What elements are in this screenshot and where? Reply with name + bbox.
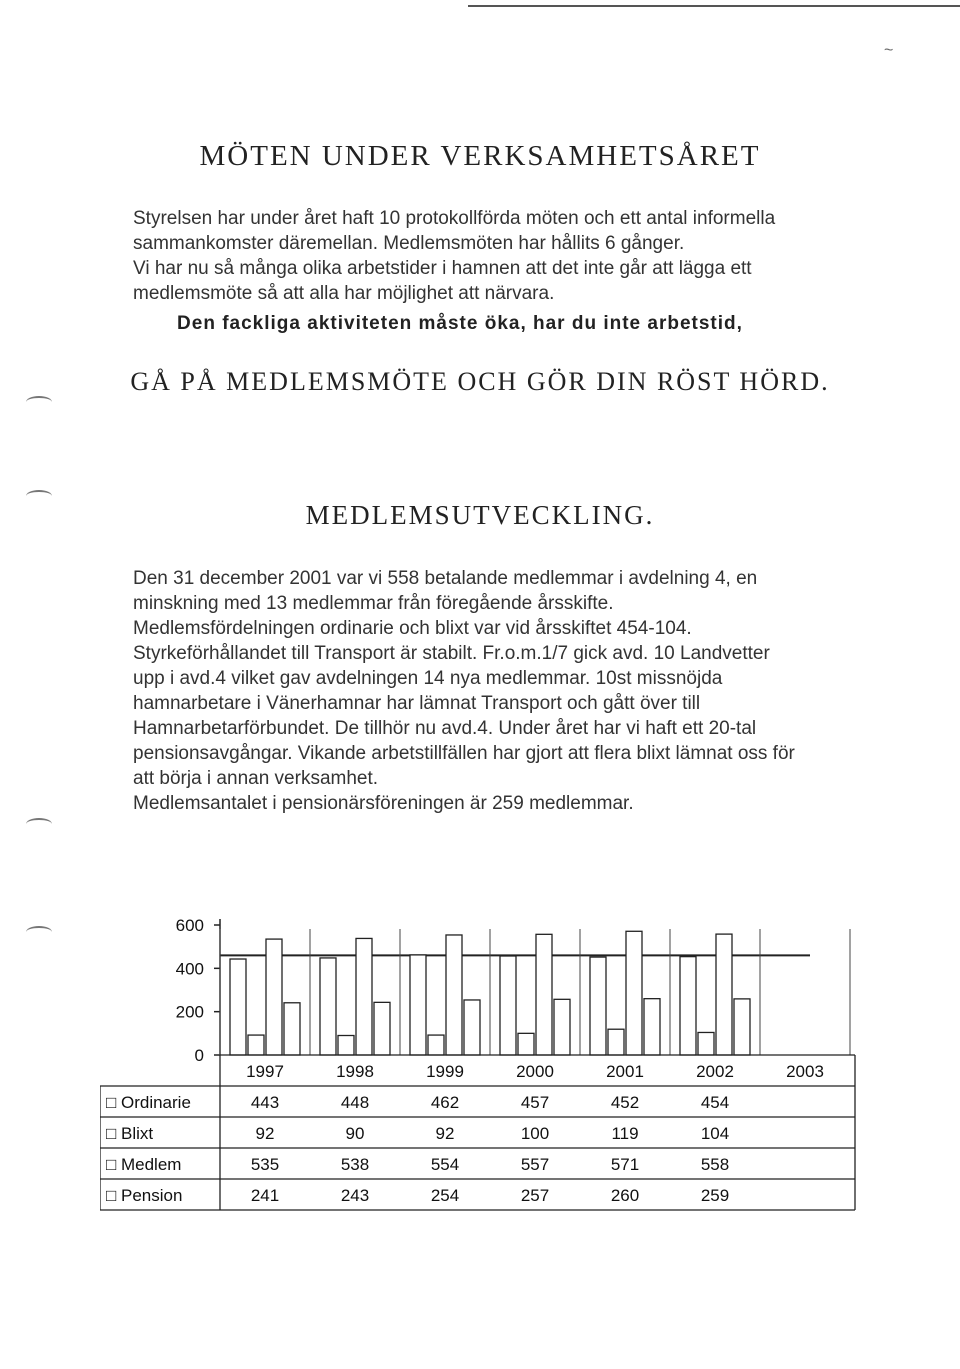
data-label: 104 [700, 1124, 730, 1143]
bar-medlem [446, 935, 462, 1055]
data-label: 448 [340, 1093, 370, 1112]
membership-paragraph [133, 566, 893, 816]
text-line: Hamnarbetarförbundet. De tillhör nu avd.4. Under året har vi haft ett 20-tal [133, 718, 757, 739]
bar-medlem [356, 938, 372, 1055]
data-label: 558 [700, 1155, 730, 1174]
corner-mark: ~ [884, 42, 894, 59]
membership-chart-svg [100, 905, 860, 1225]
data-label: 538 [340, 1155, 370, 1174]
text-line: Styrelsen har under året haft 10 protokollförda möten och ett antal informella [133, 208, 776, 229]
text-line: pensionsavgångar. Vikande arbetstillfällen har gjort att flera blixt lämnat oss för [133, 743, 795, 764]
data-label: 571 [610, 1155, 640, 1174]
section-heading-meetings: MÖTEN UNDER VERKSAMHETSÅRET [199, 140, 761, 172]
x-category-label: 2002 [696, 1062, 734, 1081]
bar-ordinarie [500, 956, 516, 1055]
text-line: hamnarbetare i Vänerhamnar har lämnat Transport och gått över till [133, 693, 701, 714]
data-label: 257 [520, 1186, 550, 1205]
legend-blixt: □ Blixt [106, 1124, 154, 1143]
bar-medlem [716, 934, 732, 1055]
text-line: minskning med 13 medlemmar från föregående årsskifte. [133, 593, 614, 614]
bar-ordinarie [320, 958, 336, 1055]
legend-pension: □ Pension [106, 1186, 183, 1205]
data-label: 92 [255, 1124, 275, 1143]
x-category-label: 1997 [246, 1062, 284, 1081]
bar-ordinarie [680, 957, 696, 1055]
text-line: Medlemsantalet i pensionärsföreningen är 259 medlemmar. [133, 793, 634, 814]
bar-pension [554, 999, 570, 1055]
text-line: Den 31 december 2001 var vi 558 betalande medlemmar i avdelning 4, en [133, 568, 758, 589]
text-line: Vi har nu så många olika arbetstider i hamnen att det inte går att lägga ett [133, 258, 752, 279]
slogan: GÅ PÅ MEDLEMSMÖTE OCH GÖR DIN RÖST HÖRD. [130, 367, 830, 396]
text-line: upp i avd.4 vilket gav avdelningen 14 nya medlemmar. 10st missnöjda [133, 668, 723, 689]
data-label: 554 [430, 1155, 460, 1174]
data-label: 452 [610, 1093, 640, 1112]
x-category-label: 2000 [516, 1062, 554, 1081]
text-line: Medlemsfördelningen ordinarie och blixt var vid årsskiftet 454-104. [133, 618, 692, 639]
bar-blixt [338, 1036, 354, 1056]
data-label: 254 [430, 1186, 460, 1205]
data-label: 454 [700, 1093, 730, 1112]
membership-chart [100, 905, 860, 1225]
bar-medlem [266, 939, 282, 1055]
bar-medlem [626, 931, 642, 1055]
data-label: 457 [520, 1093, 550, 1112]
bar-ordinarie [590, 957, 606, 1055]
bar-blixt [518, 1033, 534, 1055]
top-rule [468, 5, 960, 7]
section-heading-membership: MEDLEMSUTVECKLING. [305, 500, 655, 530]
data-label: 100 [520, 1124, 550, 1143]
meetings-paragraph [133, 206, 893, 306]
bar-blixt [608, 1029, 624, 1055]
bar-pension [464, 1000, 480, 1055]
data-label: 119 [611, 1124, 639, 1143]
bar-blixt [428, 1035, 444, 1055]
bar-blixt [248, 1035, 264, 1055]
x-category-label: 1998 [336, 1062, 374, 1081]
bar-pension [644, 999, 660, 1055]
data-label: 90 [345, 1124, 365, 1143]
bar-ordinarie [410, 955, 426, 1055]
legend-ordinarie: □ Ordinarie [106, 1093, 191, 1112]
bar-blixt [698, 1032, 714, 1055]
text-line: sammankomster däremellan. Medlemsmöten har hållits 6 gånger. [133, 233, 685, 254]
bar-pension [374, 1002, 390, 1055]
emphasis-line: Den fackliga aktiviteten måste öka, har du inte arbetstid, [177, 313, 743, 334]
text-line: medlemsmöte så att alla har möjlighet att närvara. [133, 283, 555, 304]
y-tick-label: 0 [194, 1046, 204, 1065]
y-tick-label: 400 [175, 959, 204, 979]
data-label: 92 [435, 1124, 455, 1143]
edge-mark [26, 818, 52, 830]
legend-medlem: □ Medlem [106, 1155, 182, 1174]
bar-medlem [536, 934, 552, 1055]
data-label: 241 [250, 1186, 280, 1205]
data-label: 462 [430, 1093, 460, 1112]
data-label: 243 [340, 1186, 370, 1205]
bar-pension [284, 1003, 300, 1055]
edge-mark [26, 396, 52, 408]
y-tick-label: 600 [175, 916, 204, 935]
y-tick-label: 200 [175, 1002, 204, 1022]
data-label: 535 [250, 1155, 280, 1174]
x-category-label: 2001 [606, 1062, 644, 1081]
text-line: Styrkeförhållandet till Transport är stabilt. Fr.o.m.1/7 gick avd. 10 Landvetter [133, 643, 770, 664]
bar-pension [734, 999, 750, 1055]
data-label: 557 [520, 1155, 550, 1174]
data-label: 259 [700, 1186, 730, 1205]
edge-mark [26, 926, 52, 938]
data-label: 443 [250, 1093, 280, 1112]
x-category-label: 1999 [426, 1062, 464, 1081]
data-label: 260 [610, 1186, 640, 1205]
text-line: att börja i annan verksamhet. [133, 768, 379, 789]
x-category-label: 2003 [786, 1062, 824, 1081]
bar-ordinarie [230, 959, 246, 1055]
